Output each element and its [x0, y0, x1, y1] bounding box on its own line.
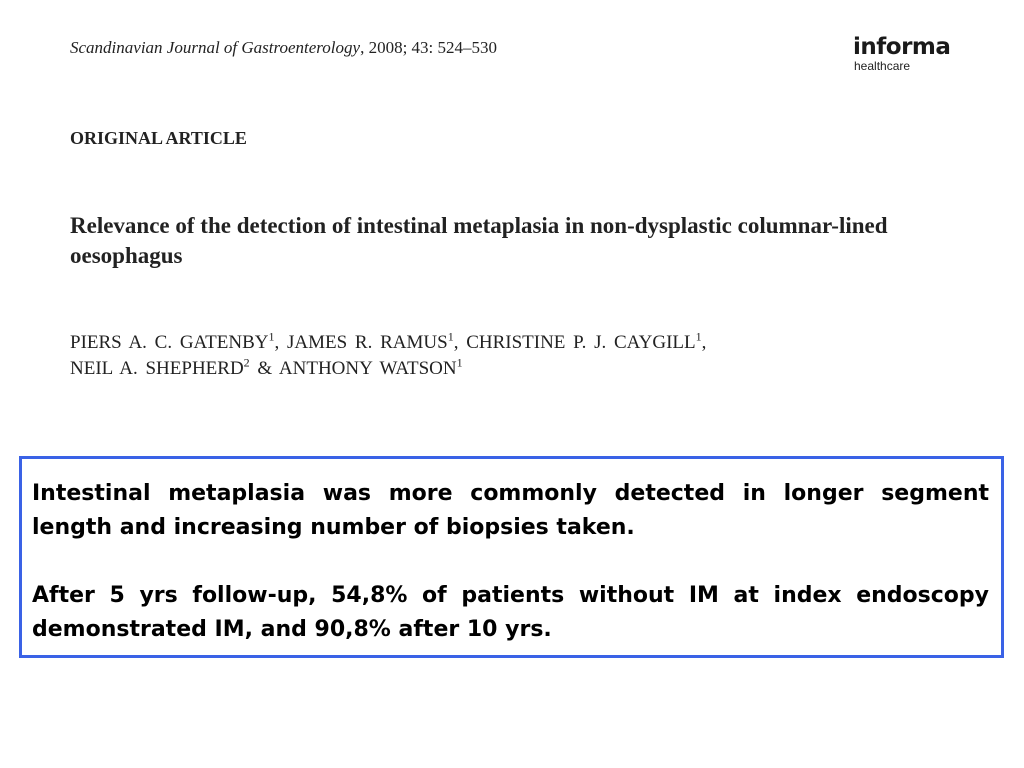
- author-separator: ,: [453, 332, 467, 353]
- author-affiliation: 1: [268, 329, 275, 344]
- journal-name: Scandinavian Journal of Gastroenterology: [70, 38, 361, 57]
- author-name: PIERS A. C. GATENBY: [70, 332, 269, 353]
- journal-citation: [70, 38, 497, 58]
- author-name: NEIL A. SHEPHERD: [70, 358, 244, 379]
- article-title: Relevance of the detection of intestinal metaplasia in non-dysplastic columnar-lined oesophagus: [70, 213, 888, 268]
- author-affiliation: 1: [447, 329, 454, 344]
- author-list: [70, 330, 970, 382]
- journal-details: , 2008; 43: 524–530: [360, 38, 498, 57]
- publisher-brand: informa: [853, 34, 951, 60]
- author-affiliation: 1: [695, 329, 702, 344]
- author-name: CHRISTINE P. J. CAYGILL: [466, 332, 696, 353]
- summary-paragraph-2: After 5 yrs follow-up, 54,8% of patients without IM at index endoscopy demonstrated IM, and 90,8% after 10 yrs.: [32, 583, 989, 642]
- summary-paragraph-1: Intestinal metaplasia was more commonly detected in longer segment length and increasing number of biopsies taken.: [32, 481, 989, 540]
- article-type-label: ORIGINAL ARTICLE: [70, 128, 247, 148]
- publisher-sub: healthcare: [854, 59, 911, 73]
- publisher-logo: [853, 34, 963, 73]
- author-separator: ,: [274, 332, 287, 353]
- author-name: ANTHONY WATSON: [278, 358, 457, 379]
- author-name: JAMES R. RAMUS: [287, 332, 448, 353]
- author-affiliation: 1: [456, 355, 463, 370]
- author-affiliation: 2: [243, 355, 250, 370]
- author-separator: ,: [701, 332, 707, 353]
- summary-box: [19, 456, 1004, 658]
- author-separator: &: [249, 358, 279, 379]
